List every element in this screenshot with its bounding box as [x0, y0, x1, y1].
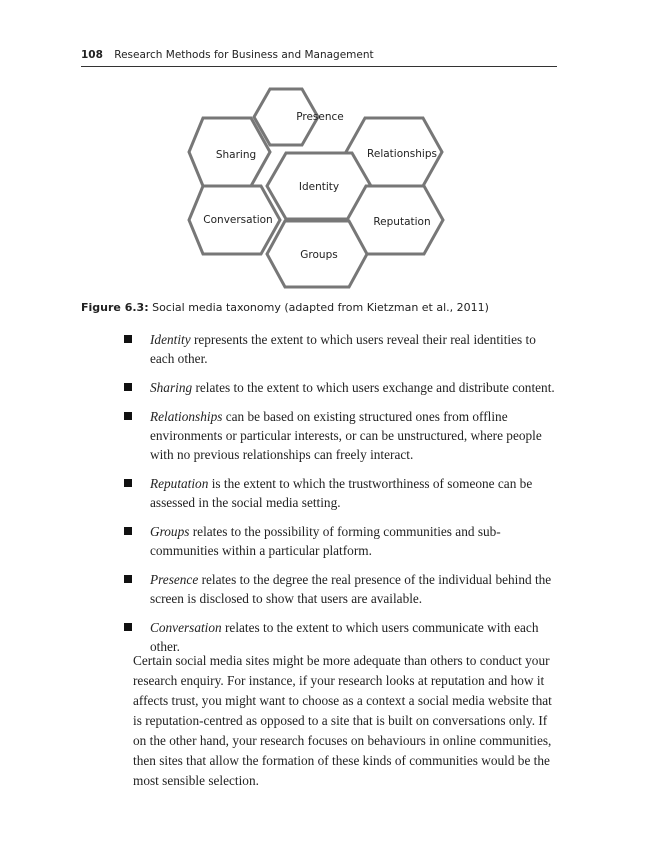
bullet-text: relates to the extent to which users exchange and distribute content. — [195, 380, 555, 395]
bullet-term: Presence — [150, 572, 199, 587]
bullet-list — [124, 330, 557, 666]
hexagon-label-presence: Presence — [296, 111, 344, 123]
page-number: 108 — [81, 49, 103, 61]
bullet-square-icon — [124, 623, 132, 631]
bullet-square-icon — [124, 412, 132, 420]
caption-text: Social media taxonomy (adapted from Kietzman et al., 2011) — [152, 301, 489, 314]
bullet-square-icon — [124, 527, 132, 535]
bullet-text: relates to the degree the real presence of the individual behind the screen is disclosed to show that users are available. — [150, 572, 552, 606]
bullet-text: can be based on existing structured ones from offline environments or particular interests, or can be unstructured, where people with no previous relationships can freely interact. — [150, 409, 542, 462]
list-item — [150, 522, 557, 560]
list-item — [150, 330, 557, 368]
taxonomy-figure — [180, 80, 460, 295]
bullet-term: Conversation — [150, 620, 222, 635]
list-item — [150, 474, 557, 512]
list-item — [150, 378, 557, 397]
bullet-square-icon — [124, 479, 132, 487]
bullet-text: relates to the possibility of forming communities and sub-communities within a particular platform. — [150, 524, 501, 558]
list-item — [150, 407, 557, 464]
bullet-term: Reputation — [150, 476, 209, 491]
body-paragraph: Certain social media sites might be more adequate than others to conduct your research enquiry. For instance, if your research looks at reputation and how it affects trust, you might want to choose as a context a social media website that is reputation-centred as opposed to a site that is built on conversations only. If on the other hand, your research focuses on behaviours in online communities, then sites that allow the formation of these kinds of communities would be the most sensible selection. — [133, 653, 552, 788]
hexagon-label-groups: Groups — [300, 249, 338, 261]
bullet-text: is the extent to which the trustworthiness of someone can be assessed in the social media setting. — [150, 476, 533, 510]
hexagon-label-conversation: Conversation — [203, 214, 273, 226]
caption-label: Figure 6.3: — [81, 301, 149, 314]
bullet-term: Sharing — [150, 380, 193, 395]
header-rule — [81, 66, 557, 67]
bullet-square-icon — [124, 383, 132, 391]
figure-caption — [81, 301, 489, 314]
bullet-text: relates to the extent to which users communicate with each other. — [150, 620, 539, 654]
list-item — [150, 570, 557, 608]
bullet-square-icon — [124, 335, 132, 343]
hexagon-label-sharing: Sharing — [215, 149, 257, 161]
bullet-term: Groups — [150, 524, 190, 539]
bullet-term: Relationships — [150, 409, 223, 424]
bullet-term: Identity — [150, 332, 191, 347]
hexagon-label-reputation: Reputation — [373, 216, 431, 228]
hexagon-diagram — [180, 80, 460, 295]
running-title: Research Methods for Business and Management — [114, 49, 374, 61]
bullet-square-icon — [124, 575, 132, 583]
running-header — [81, 49, 557, 65]
hexagon-label-identity: Identity — [298, 181, 340, 193]
bullet-text: represents the extent to which users reveal their real identities to each other. — [150, 332, 536, 366]
hexagon-label-relationships: Relationships — [367, 148, 437, 160]
